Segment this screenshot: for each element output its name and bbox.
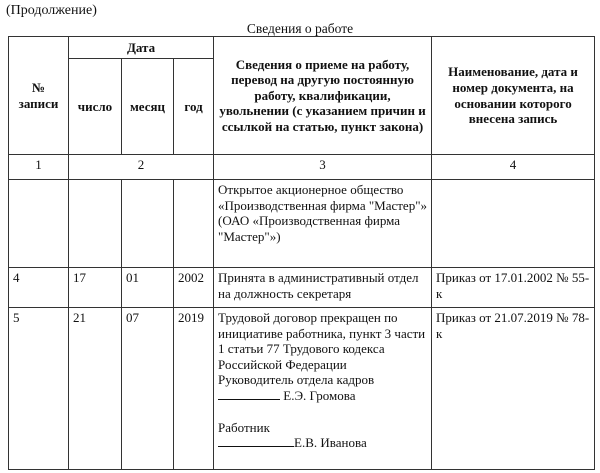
record-no-cell: 4 [9, 268, 69, 308]
signature-underline [218, 388, 280, 400]
column-number: 2 [69, 155, 214, 180]
month-cell: 01 [122, 268, 174, 308]
column-number-row [9, 155, 595, 180]
month-cell: 07 [122, 308, 174, 470]
column-number: 3 [214, 155, 432, 180]
employee-signer-name: Е.В. Иванова [294, 435, 367, 451]
header-row-top [9, 37, 595, 59]
continued-label: (Продолжение) [6, 3, 97, 18]
year-cell: 2019 [174, 308, 214, 470]
year-cell: 2002 [174, 268, 214, 308]
hr-signature-line [218, 388, 427, 404]
table-row [9, 268, 595, 308]
info-cell: Принята в административный отдел на должность секретаря [214, 268, 432, 308]
column-number: 1 [9, 155, 69, 180]
basis-cell [432, 180, 595, 268]
info-cell [214, 308, 432, 470]
signature-underline [218, 435, 294, 447]
header-month: месяц [122, 59, 174, 155]
header-date: Дата [69, 37, 214, 59]
month-cell [122, 180, 174, 268]
header-day: число [69, 59, 122, 155]
dismissal-text: Трудовой договор прекращен по инициативе работника, пункт 3 части 1 статьи 77 Трудового кодекса Российской Федерации [218, 310, 426, 372]
header-record-no: № записи [9, 37, 69, 155]
header-info: Сведения о приеме на работу, перевод на другую постоянную работу, квалификации, увольнении (с указанием причин и ссылкой на статью, пункт закона) [214, 37, 432, 155]
hr-signer-name: Е.Э. Громова [283, 387, 356, 403]
header-year: год [174, 59, 214, 155]
hr-title: Руководитель отдела кадров [218, 372, 375, 388]
record-no-cell [9, 180, 69, 268]
table-row [9, 180, 595, 268]
employee-title: Работник [218, 419, 270, 435]
header-basis: Наименование, дата и номер документа, на основании которого внесена запись [432, 37, 595, 155]
basis-cell: Приказ от 21.07.2019 № 78-к [432, 308, 595, 470]
day-cell: 17 [69, 268, 122, 308]
year-cell [174, 180, 214, 268]
basis-cell: Приказ от 17.01.2002 № 55-к [432, 268, 595, 308]
day-cell: 21 [69, 308, 122, 470]
day-cell [69, 180, 122, 268]
column-number: 4 [432, 155, 595, 180]
table-row [9, 308, 595, 470]
employee-signature-line [218, 435, 427, 451]
record-no-cell: 5 [9, 308, 69, 470]
work-record-table [8, 36, 595, 470]
table-caption: Сведения о работе [246, 21, 354, 36]
info-cell: Открытое акционерное общество «Производственная фирма "Мастер"» (ОАО «Производственная фирма "Мастер"») [214, 180, 432, 268]
